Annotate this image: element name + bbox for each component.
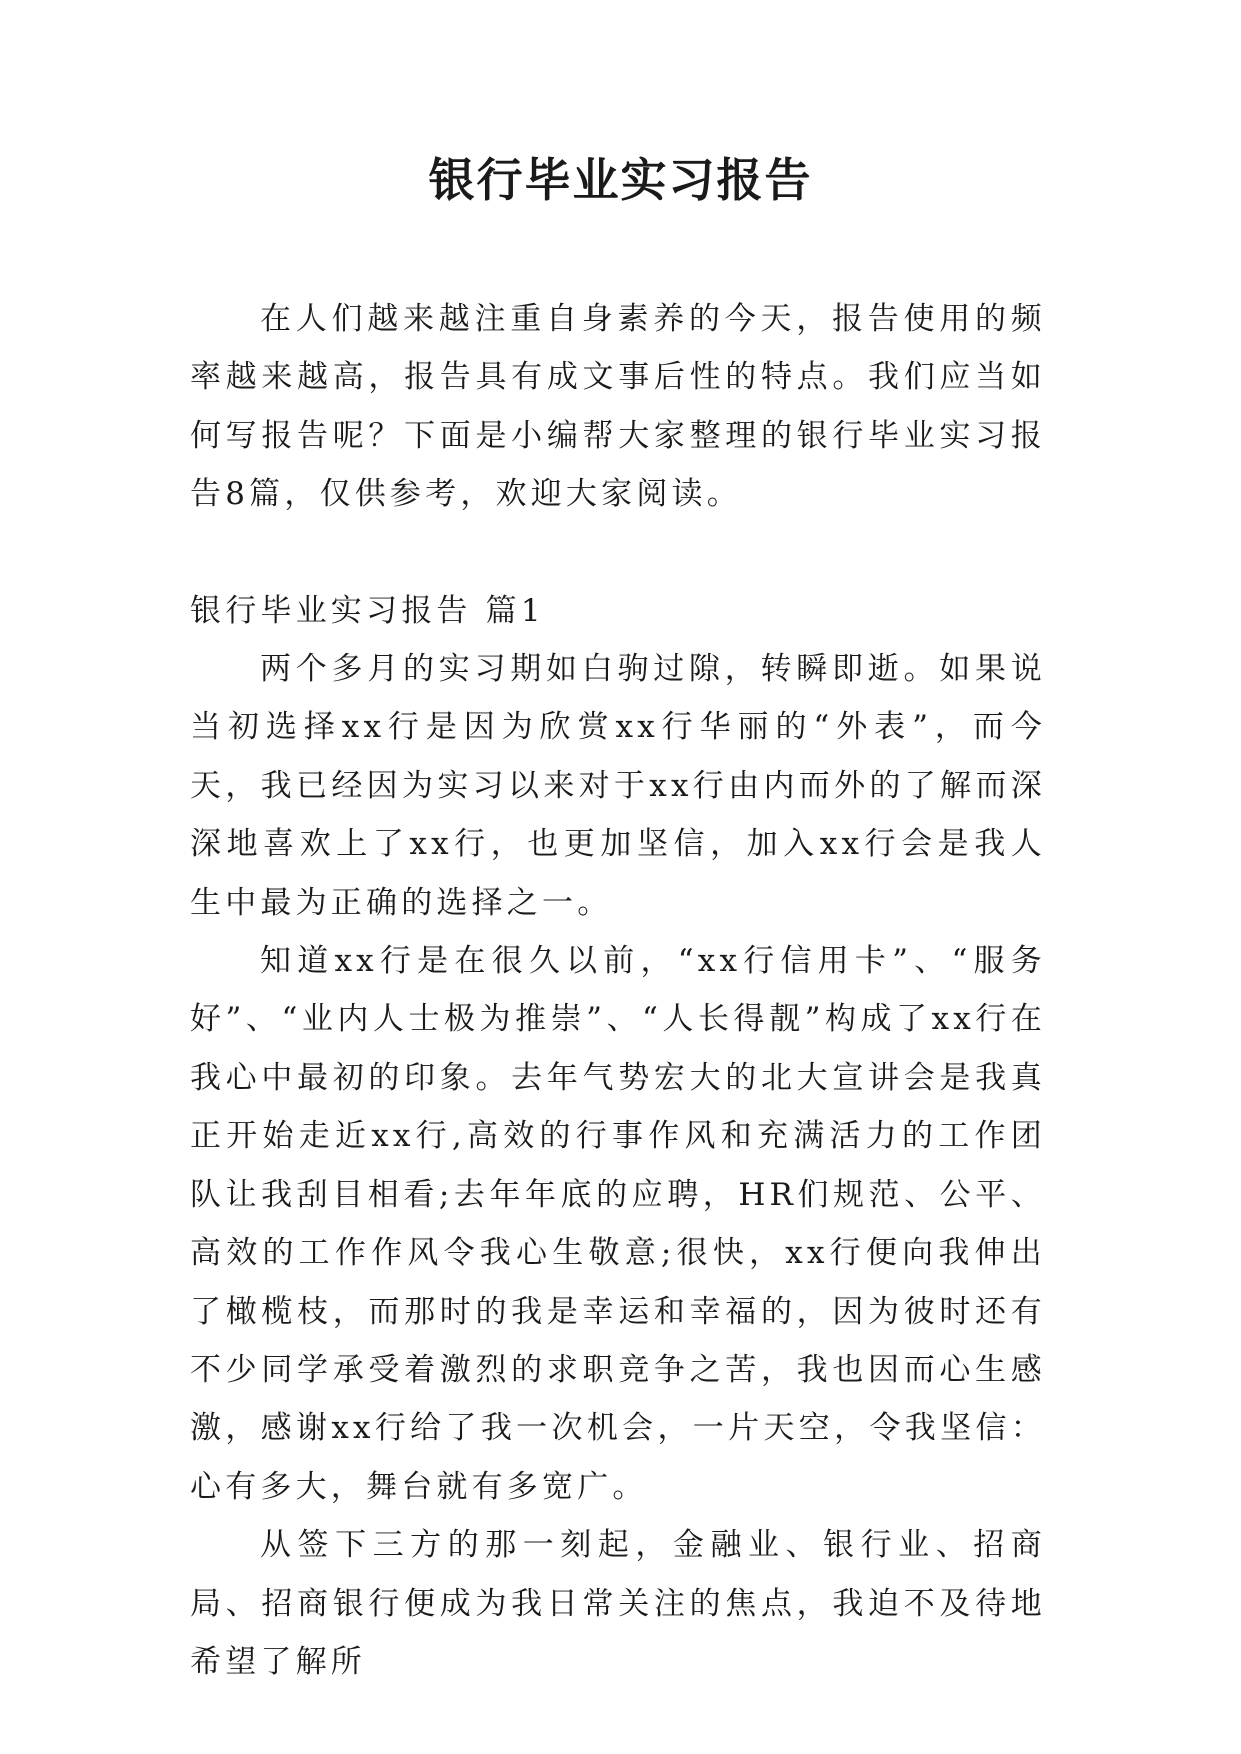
- body-paragraph-2: 知道xx行是在很久以前，“xx行信用卡”、“服务好”、“业内人士极为推崇”、“人长得靓”构成了xx行在我心中最初的印象。去年气势宏大的北大宣讲会是我真正开始走近xx行,高效的行事作风和充满活力的工作团队让我刮目相看;去年年底的应聘，HR们规范、公平、高效的工作作风令我心生敬意;很快，xx行便向我伸出了橄榄枝，而那时的我是幸运和幸福的，因为彼时还有不少同学承受着激烈的求职竞争之苦，我也因而心生感激，感谢xx行给了我一次机会，一片天空，令我坚信：心有多大，舞台就有多宽广。: [190, 943, 1046, 1505]
- body-paragraph-3: 从签下三方的那一刻起，金融业、银行业、招商局、招商银行便成为我日常关注的焦点，我迫不及待地希望了解所: [190, 1527, 1046, 1680]
- document-body: [190, 290, 1046, 1691]
- section-heading: 银行毕业实习报告 篇1: [190, 592, 545, 629]
- document-title: 银行毕业实习报告: [428, 153, 813, 207]
- body-paragraph-1: 两个多月的实习期如白驹过隙，转瞬即逝。如果说当初选择xx行是因为欣赏xx行华丽的“外表”，而今天，我已经因为实习以来对于xx行由内而外的了解而深深地喜欢上了xx行，也更加坚信，加入xx行会是我人生中最为正确的选择之一。: [190, 651, 1046, 921]
- intro-paragraph: 在人们越来越注重自身素养的今天，报告使用的频率越来越高，报告具有成文事后性的特点。我们应当如何写报告呢？下面是小编帮大家整理的银行毕业实习报告8篇，仅供参考，欢迎大家阅读。: [190, 301, 1046, 513]
